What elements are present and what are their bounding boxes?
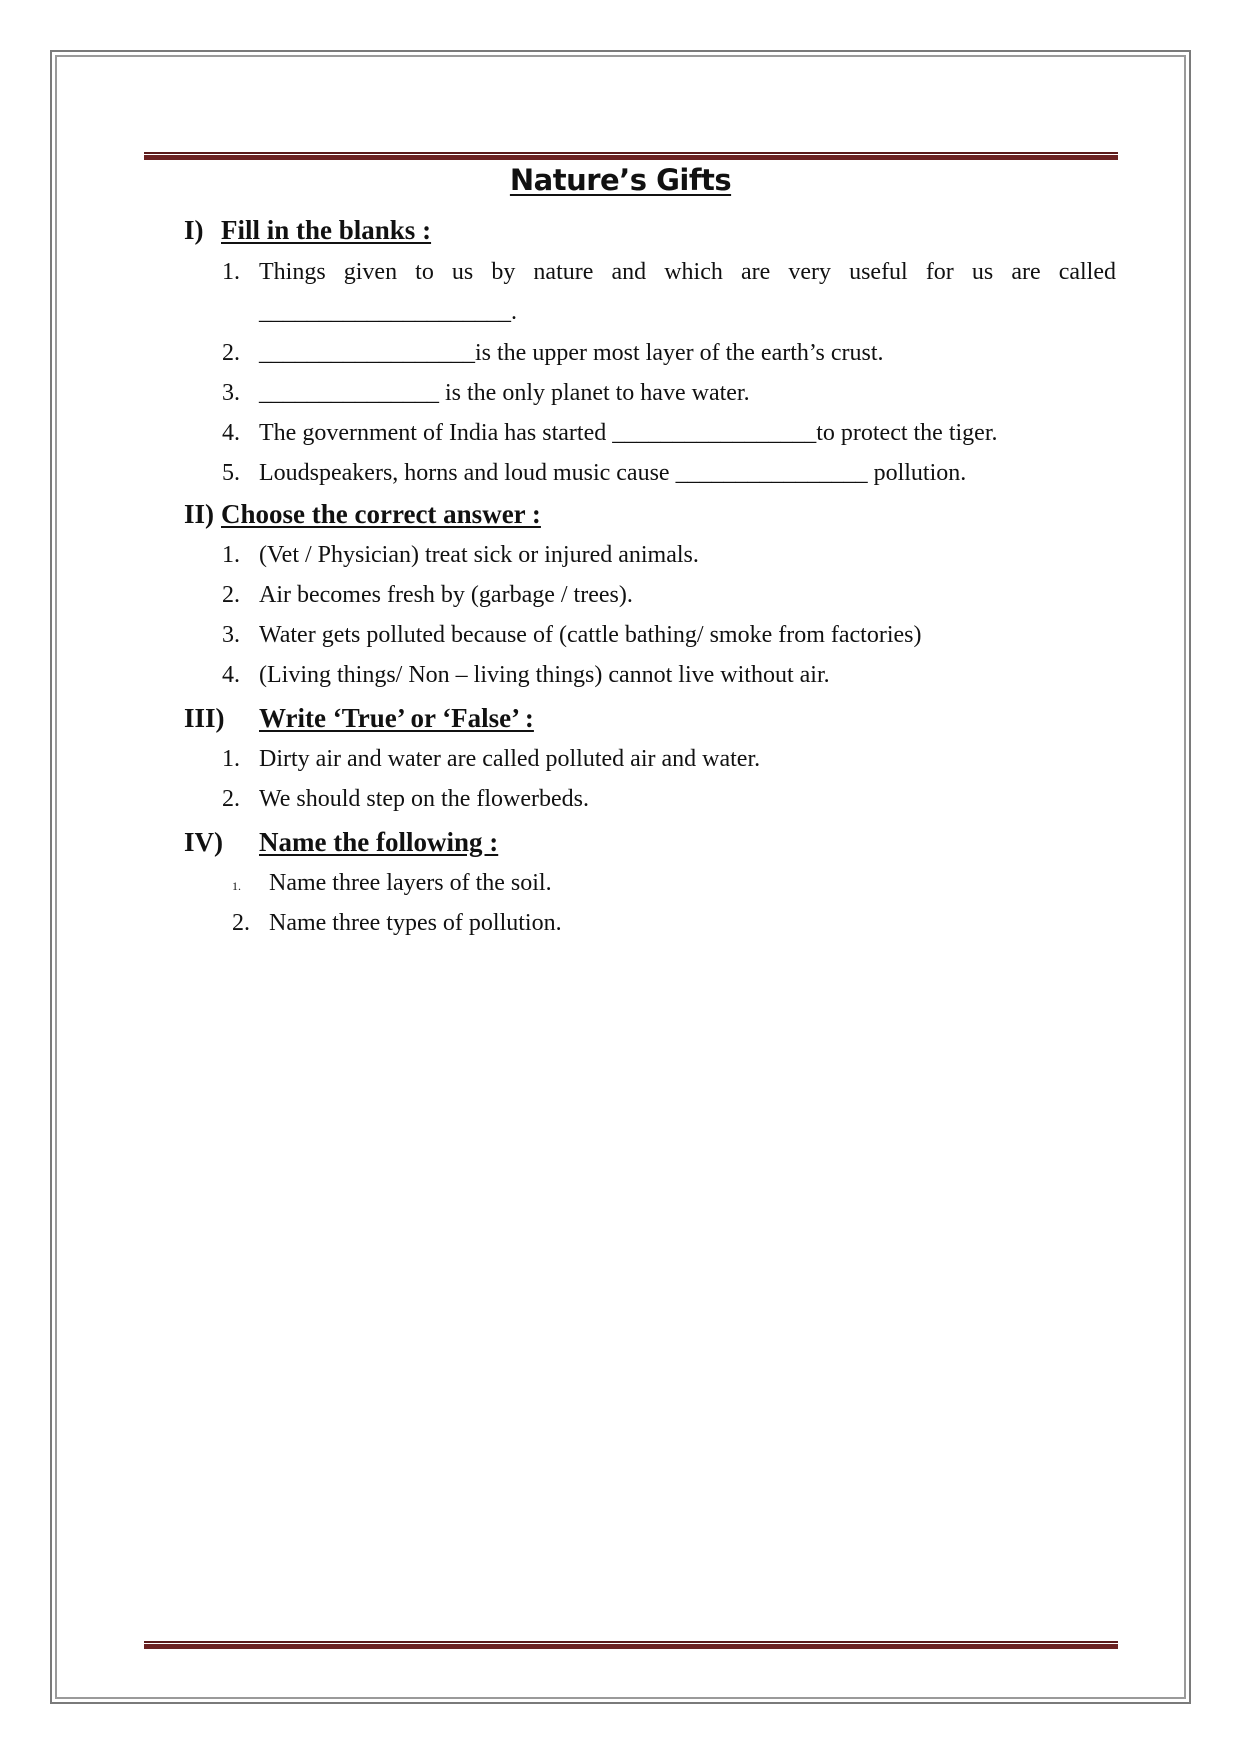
section-4-title: Name the following : xyxy=(259,827,499,857)
section-2-title: Choose the correct answer : xyxy=(221,499,541,529)
list-item: 4. The government of India has started _________________to protect the tiger. xyxy=(222,420,998,446)
top-decorative-rule xyxy=(144,152,1118,160)
bottom-decorative-rule xyxy=(144,1641,1118,1649)
section-4-number: IV) xyxy=(184,827,223,857)
section-1-number: I) xyxy=(184,215,204,245)
list-item: 1. Things given to us by nature and which are very useful for us are called xyxy=(222,259,1116,285)
section-4-heading xyxy=(184,826,1084,858)
section-1-title: Fill in the blanks : xyxy=(221,215,432,245)
section-3-number: III) xyxy=(184,703,225,733)
list-item: 3. Water gets polluted because of (cattle bathing/ smoke from factories) xyxy=(222,622,922,648)
worksheet-title: Nature’s Gifts xyxy=(509,163,732,197)
list-item: 2. Air becomes fresh by (garbage / trees). xyxy=(222,582,633,608)
list-item: 2. Name three types of pollution. xyxy=(232,910,562,936)
section-2-heading xyxy=(184,498,1084,530)
list-item: 1. Name three layers of the soil. xyxy=(232,870,552,896)
section-1-heading xyxy=(184,214,1084,246)
list-item: 3. _______________ is the only planet to have water. xyxy=(222,380,750,406)
section-2-number: II) xyxy=(184,499,215,529)
list-item: 1. (Vet / Physician) treat sick or injured animals. xyxy=(222,542,699,568)
list-item-continuation: _____________________. xyxy=(259,299,517,325)
list-item: 4. (Living things/ Non – living things) cannot live without air. xyxy=(222,662,830,688)
list-item: 2. __________________is the upper most layer of the earth’s crust. xyxy=(222,340,884,366)
section-3-heading xyxy=(184,702,1084,734)
list-item: 5. Loudspeakers, horns and loud music cause ________________ pollution. xyxy=(222,460,967,486)
list-item: 2. We should step on the flowerbeds. xyxy=(222,786,589,812)
section-3-title: Write ‘True’ or ‘False’ : xyxy=(259,703,534,733)
list-item: 1. Dirty air and water are called polluted air and water. xyxy=(222,746,761,772)
